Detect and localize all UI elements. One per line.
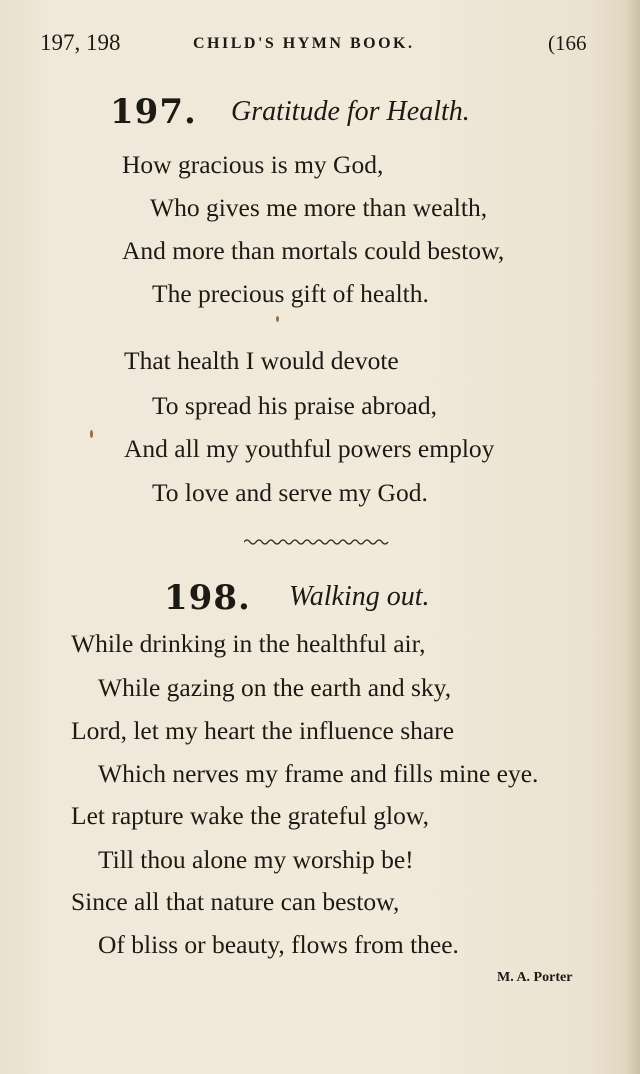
paper-speck [276,316,279,322]
verse-line: While gazing on the earth and sky, [98,673,452,702]
verse-line: Which nerves my frame and fills mine eye. [98,759,539,788]
verse-line: The precious gift of health. [152,279,429,308]
hymn-number: 197. [110,92,197,132]
running-head-page-number: (166 [548,31,587,55]
verse-line: Let rapture wake the grateful glow, [71,801,430,830]
hymn-197-heading [0,92,640,132]
hymn-title: Walking out. [289,581,430,612]
verse-line: Till thou alone my worship be! [98,845,414,874]
hymn-number: 198. [164,578,251,618]
running-head-book-title: CHILD'S HYMN BOOK. [193,35,415,52]
verse-line: Who gives me more than wealth, [150,193,488,222]
verse-line: Lord, let my heart the influence share [71,716,455,745]
verse-line: To spread his praise abroad, [152,391,437,420]
verse-line: Of bliss or beauty, flows from thee. [98,930,459,959]
verse-line: How gracious is my God, [122,150,384,179]
page-edge-shadow [626,0,640,1074]
verse-line: And all my youthful powers employ [124,434,495,463]
hymn-attribution: M. A. Porter [497,970,573,985]
running-head-hymn-range: 197, 198 [40,30,121,55]
ornamental-divider [244,536,392,548]
running-head [0,30,640,60]
verse-line: Since all that nature can bestow, [71,887,400,916]
hymn-title: Gratitude for Health. [231,96,470,127]
verse-line: While drinking in the healthful air, [71,629,426,658]
paper-speck [90,430,93,438]
verse-line: And more than mortals could bestow, [122,236,505,265]
hymn-198-heading [0,578,640,618]
verse-line: To love and serve my God. [152,478,428,507]
verse-line: That health I would devote [124,346,399,375]
